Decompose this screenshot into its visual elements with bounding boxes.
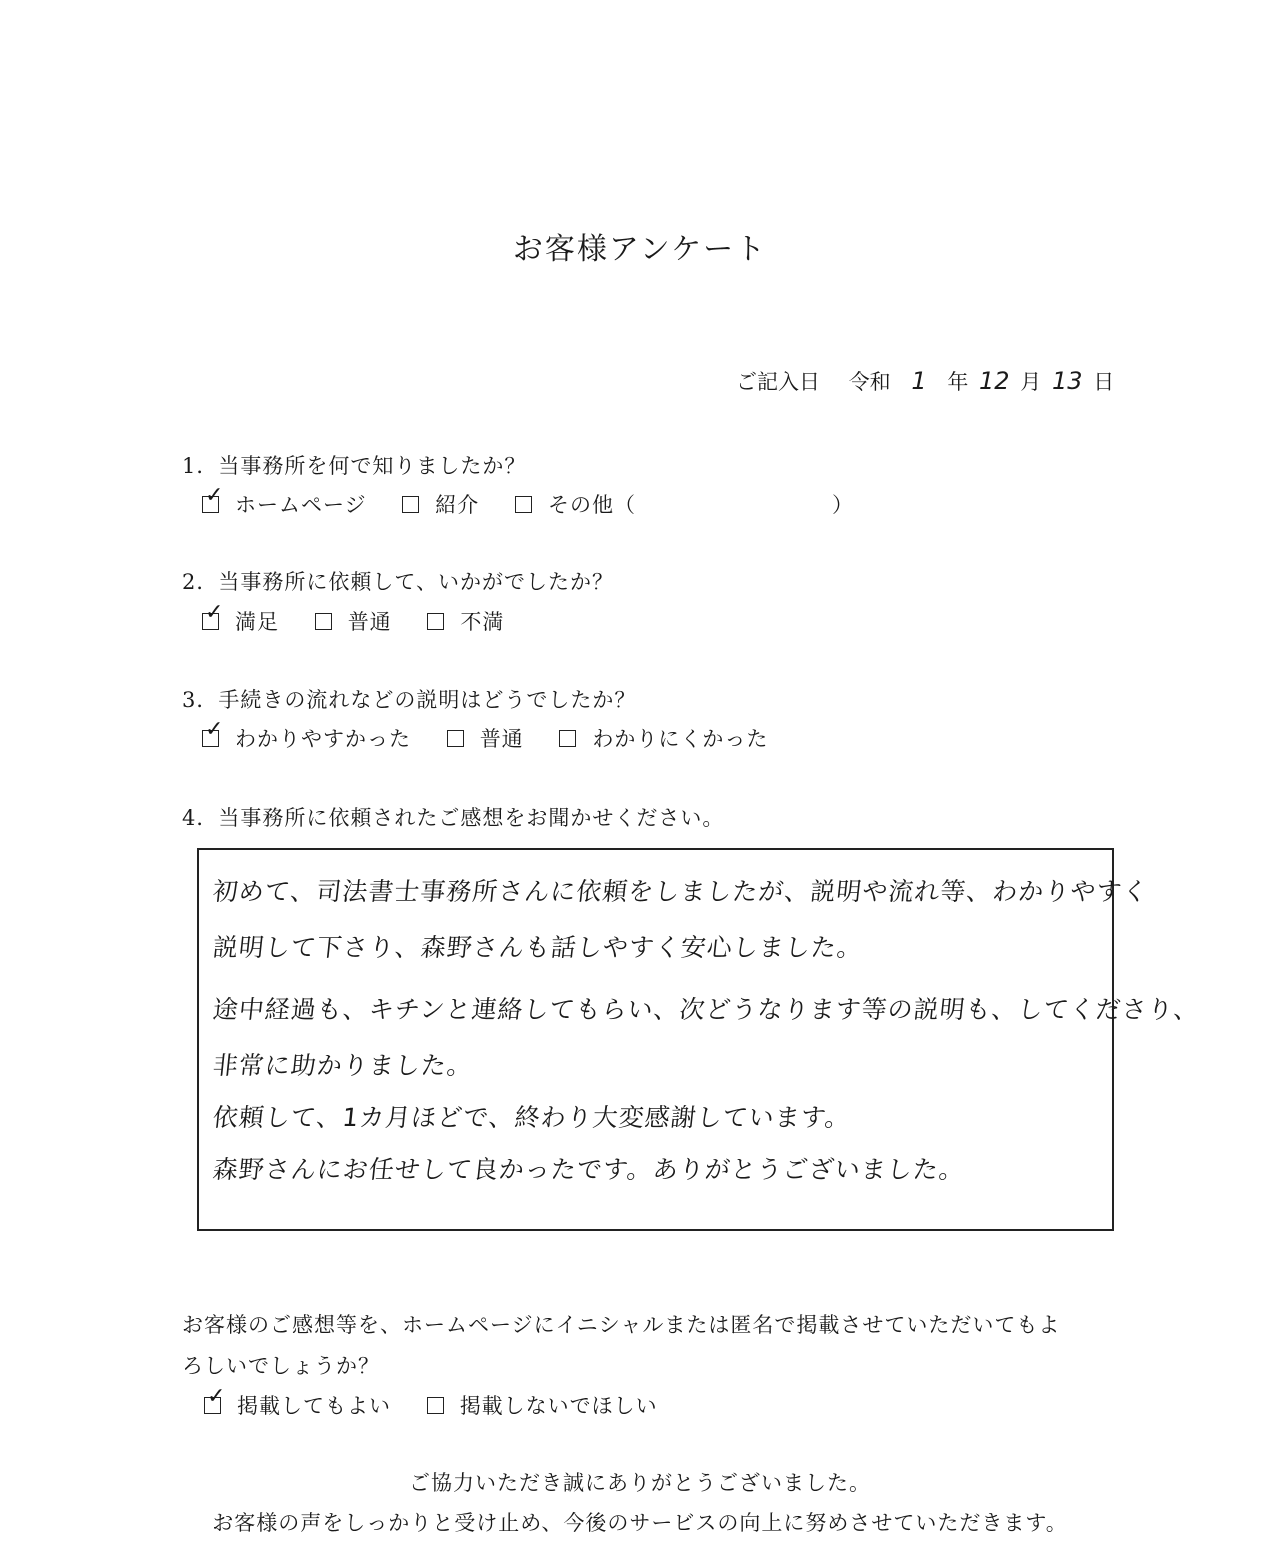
option-label: 満足 (235, 610, 279, 634)
option-homepage[interactable] (202, 483, 367, 519)
answer-textarea[interactable] (197, 848, 1202, 1231)
option-label: 掲載しないでほしい (459, 1394, 658, 1418)
option-label: 掲載してもよい (237, 1394, 391, 1418)
option-normal-3[interactable] (447, 723, 524, 753)
question-2: 2．当事務所に依頼して、いかがでしたか？ (182, 570, 614, 594)
option-label: 不満 (460, 610, 505, 634)
answer-line: 説明して下さり、森野さんも話しやすく安心しました。 (211, 933, 865, 962)
entry-date-month[interactable]: 12 (979, 367, 1010, 395)
check-mark-icon: ✓ (205, 483, 225, 508)
option-label: わかりにくかった (592, 727, 769, 751)
checkbox-dissatisfied[interactable] (427, 613, 444, 630)
checkbox-normal-3[interactable] (447, 730, 464, 747)
closing-line-1: ご協力いただき誠にありがとうございました。 (409, 1471, 871, 1495)
option-other[interactable] (515, 489, 854, 519)
option-easy[interactable] (202, 717, 411, 753)
check-mark-icon: ✓ (207, 1384, 227, 1409)
option-satisfied[interactable] (202, 600, 279, 636)
checkbox-homepage[interactable] (202, 483, 225, 513)
checkbox-easy[interactable] (202, 717, 225, 747)
entry-date-month-unit: 月 (1020, 370, 1042, 394)
entry-date-label: ご記入日 (736, 370, 820, 394)
entry-date-year-unit: 年 (947, 370, 969, 394)
checkbox-hard[interactable] (559, 730, 576, 747)
option-label: 紹介 (435, 493, 480, 517)
entry-date-year[interactable]: 1 (911, 367, 927, 395)
consent-question-line-2: ろしいでしょうか？ (182, 1354, 380, 1378)
option-label: その他（ (547, 493, 636, 517)
question-1-options (202, 483, 882, 519)
entry-date-day-unit: 日 (1093, 370, 1115, 394)
option-hard[interactable] (559, 723, 768, 753)
closing-line-2: お客様の声をしっかりと受け止め、今後のサービスの向上に努めさせていただきます。 (212, 1511, 1068, 1535)
answer-line: 依頼して、1カ月ほどで、終わり大変感謝しています。 (211, 1103, 853, 1132)
page-title: お客様アンケート (512, 232, 768, 267)
option-deny-publish[interactable] (427, 1390, 658, 1420)
checkbox-satisfied[interactable] (202, 600, 225, 630)
option-dissatisfied[interactable] (427, 606, 504, 636)
question-3: 3．手続きの流れなどの説明はどうでしたか？ (182, 688, 637, 712)
question-3-options (202, 717, 796, 753)
checkbox-other[interactable] (515, 496, 532, 513)
option-referral[interactable] (402, 489, 479, 519)
option-label: 普通 (347, 610, 392, 634)
option-normal[interactable] (315, 606, 392, 636)
other-close: ） (831, 493, 854, 517)
entry-date-era: 令和 (848, 370, 891, 394)
answer-line: 森野さんにお任せして良かったです。ありがとうございました。 (211, 1155, 967, 1184)
check-mark-icon: ✓ (205, 600, 225, 625)
checkbox-deny-publish[interactable] (427, 1397, 444, 1414)
checkbox-normal[interactable] (315, 613, 332, 630)
entry-date (736, 366, 1114, 396)
checkbox-allow-publish[interactable] (204, 1384, 227, 1414)
consent-options (204, 1384, 686, 1420)
option-allow-publish[interactable] (204, 1384, 391, 1420)
check-mark-icon: ✓ (205, 717, 225, 742)
question-4: 4．当事務所に依頼されたご感想をお聞かせください。 (182, 806, 725, 830)
checkbox-referral[interactable] (402, 496, 419, 513)
entry-date-day[interactable]: 13 (1051, 367, 1083, 395)
answer-line: 初めて、司法書士事務所さんに依頼をしましたが、説明や流れ等、わかりやすく (211, 877, 1150, 906)
option-label: 普通 (479, 727, 524, 751)
question-2-options (202, 600, 532, 636)
answer-line: 途中経過も、キチンと連絡してもらい、次どうなります等の説明も、してくださり、 (211, 995, 1202, 1024)
question-1: 1．当事務所を何で知りましたか？ (182, 454, 527, 478)
option-label: わかりやすかった (235, 727, 411, 751)
option-label: ホームページ (235, 493, 367, 517)
answer-line: 非常に助かりました。 (211, 1051, 475, 1080)
consent-question-line-1: お客様のご感想等を、ホームページにイニシャルまたは匿名で掲載させていただいてもよ (182, 1313, 1061, 1337)
